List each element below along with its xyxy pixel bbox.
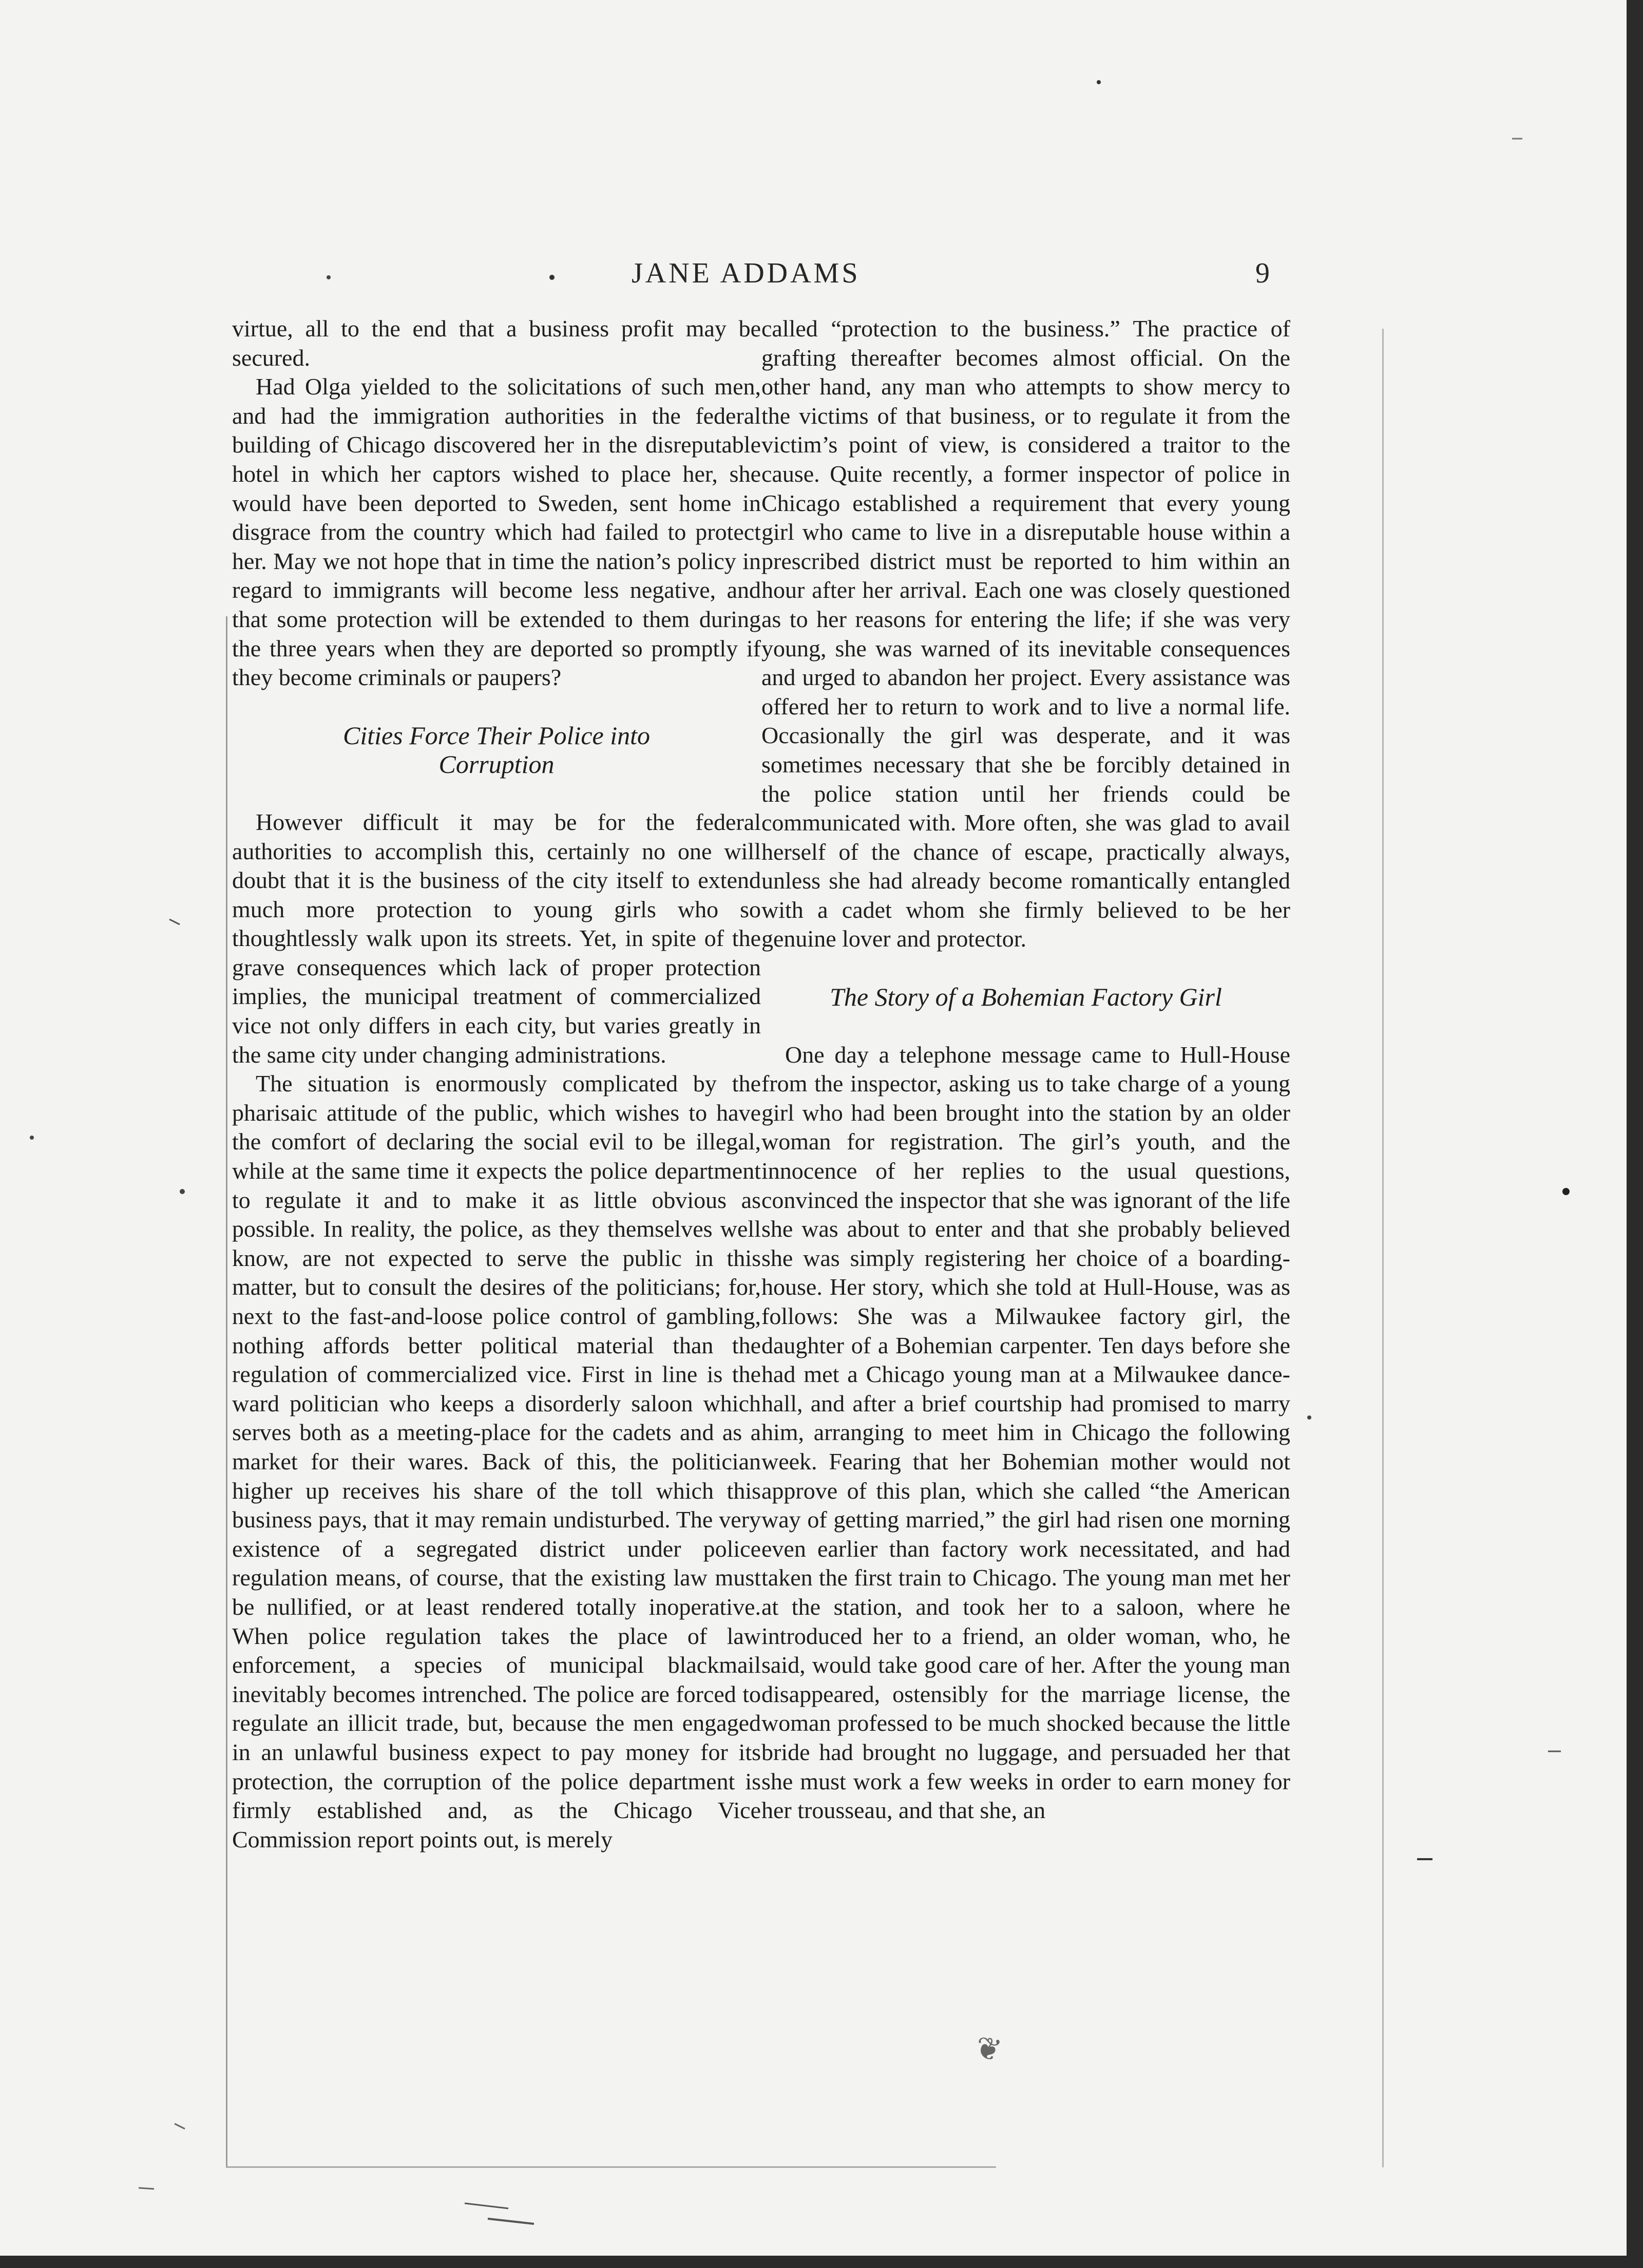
right-column [761, 314, 1290, 1825]
page-number: 9 [1255, 257, 1270, 289]
speck [139, 2188, 154, 2189]
paragraph: However difficult it may be for the federal authorities to accomplish this, certainly no one will doubt that it is the business of the city itself to extend much more protection to young girls who so thoughtlessly walk upon its streets. Yet, in spite of the grave consequences which lack of proper protection implies, the municipal treatment of commercialized vice not only differs in each city, but varies greatly in the same city under changing administrations. [232, 808, 761, 1068]
speck [1562, 1188, 1570, 1195]
paragraph: The situation is enormously complicated by the pharisaic attitude of the public, which wishes to have the comfort of declaring the social evil to be illegal, while at the same time it expects the police department to regulate it and to make it as little obvious as possible. In reality, the police, as they themselves well know, are not expected to serve the public in this matter, but to consult the desires of the politicians; for, next to the fast-and-loose police control of gambling, nothing affords better political material than the regulation of commercialized vice. First in line is the ward politician who keeps a disorderly saloon which serves both as a meeting-place for the cadets and as a market for their wares. Back of this, the politician higher up receives his share of the toll which this business pays, that it may remain undisturbed. The very existence of a segregated district under police regulation means, of course, that the existing law must be nullified, or at least rendered totally inoperative. When police regulation takes the place of law enforcement, a species of municipal blackmail inevitably becomes intrenched. The police are forced to regulate an illicit trade, but, because the men engaged in an unlawful business expect to pay money for its protection, the corruption of the police department is firmly established and, as the Chicago Vice Commission report points out, is merely [232, 1070, 761, 1853]
speck [180, 1189, 185, 1194]
section-heading: Cities Force Their Police into Corruption [342, 721, 651, 779]
section-heading: The Story of a Bohemian Factory Girl [830, 982, 1222, 1012]
paragraph: called “protection to the business.” The practice of grafting thereafter becomes almost official. On the other hand, any man who attempts to show mercy to the victims of that business, or to regulate it from the victim’s point of view, is considered a traitor to the cause. Quite recently, a former inspector of police in Chicago established a requirement that every young girl who came to live in a disreputable house within a prescribed district must be reported to him within an hour after her arrival. Each one was closely questioned as to her reasons for entering the life; if she was very young, she was warned of its inevitable consequences and urged to abandon her project. Every assistance was offered her to return to work and to live a normal life. Occasionally the girl was desperate, and it was sometimes necessary that she be forcibly detained in the police station until her friends could be communicated with. More often, she was glad to avail herself of the chance of escape, practically always, unless she had already become romantically entangled with a cadet whom she firmly believed to be her genuine lover and protector. [761, 315, 1290, 952]
speck [549, 275, 555, 280]
speck [488, 2219, 534, 2224]
speck [175, 2124, 185, 2129]
speck [465, 2203, 508, 2208]
paragraph: One day a telephone message came to Hull-House from the inspector, asking us to take charge of a young girl who had been brought into the station by an older woman for registration. The girl’s youth, and the innocence of her replies to the usual questions, convinced the inspector that she was ignorant of the life she was about to enter and that she probably believed she was simply registering her choice of a boarding-house. Her story, which she told at Hull-House, was as follows: She was a Milwaukee factory girl, the daughter of a Bohemian carpenter. Ten days before she had met a Chicago young man at a Milwaukee dance-hall, and after a brief courtship had promised to marry him, arranging to meet him in Chicago the following week. Fearing that her Bohemian mother would not approve of this plan, which she called “the American way of getting married,” the girl had risen one morning even earlier than factory work necessitated, and had taken the first train to Chicago. The young man met her at the station, and took her to a saloon, where he introduced her to a friend, an older woman, who, he said, would take good care of her. After the young man disappeared, ostensibly for the marriage license, the woman professed to be much shocked because the little bride had brought no luggage, and persuaded her that she must work a few weeks in order to earn money for her trousseau, and that she, an [761, 1041, 1290, 1824]
running-head: JANE ADDAMS [632, 257, 861, 289]
speck [1307, 1415, 1311, 1420]
paragraph: virtue, all to the end that a business profit may be secured. [232, 315, 761, 371]
paragraph: Had Olga yielded to the solicitations of such men, and had the immigration authorities in the federal building of Chicago discovered her in the disreputable hotel in which her captors wished to place her, she would have been deported to Sweden, sent home in disgrace from the country which had failed to protect her. May we not hope that in time the nation’s policy in regard to immigrants will become less negative, and that some protection will be extended to them during the three years when they are deported so promptly if they become criminals or paupers? [232, 373, 761, 691]
speck [30, 1136, 34, 1140]
left-column [232, 314, 761, 1854]
ink-smudge-ornament: ❦ [972, 2030, 1005, 2069]
speck [169, 919, 180, 924]
speck [327, 275, 331, 279]
speck [1097, 80, 1101, 84]
